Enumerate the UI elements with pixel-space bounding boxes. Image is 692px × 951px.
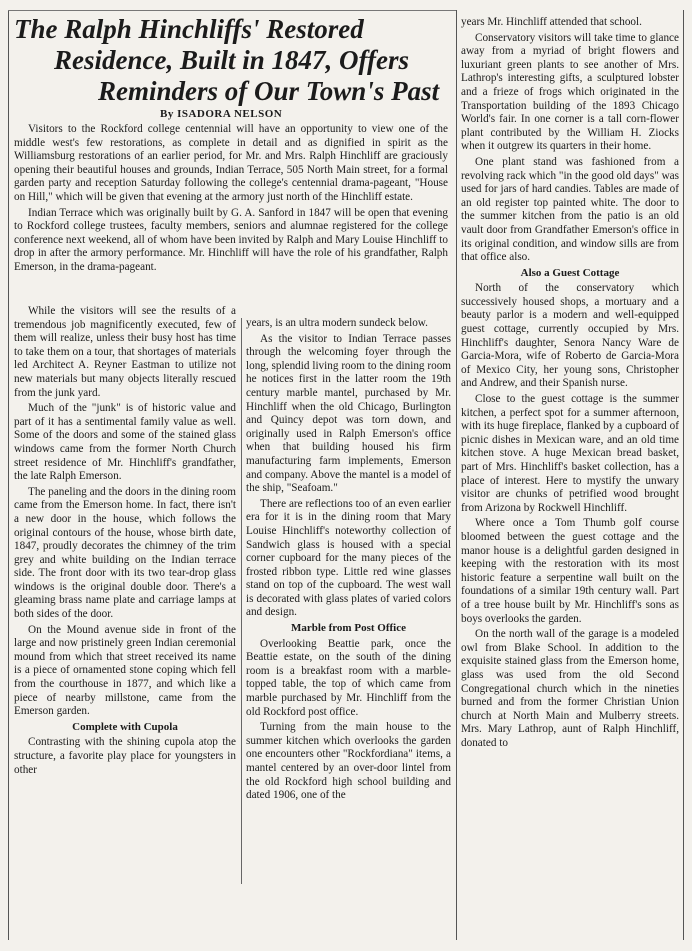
subheading-marble: Marble from Post Office <box>291 622 406 635</box>
column-rule-col1 <box>241 318 242 884</box>
headline <box>14 14 454 107</box>
column-paragraph: Turning from the main house to the summer kitchen which overlooks the garden one encounters other "Rockfordiana" items, a mantel centered by an over-door lintel from the old Rockford high school building and dated 1906, one of the <box>246 721 451 802</box>
lead-paragraph: Visitors to the Rockford college centennial will have an opportunity to view one of the middle west's few restorations, as complete in detail and as dignified in spirit as the Williamsburg restorations of an earlier period, for Mr. and Mrs. Ralph Hinchliff are graciously opening their beautiful houses and grounds, Indian Terrace, 505 North Main street, for a formal garden party and reception Saturday following the college's centennial drama-pageant, "House on Hill," which will be given that evening at the armory just north of the Hinchliff estate. <box>14 123 448 203</box>
column-paragraph: North of the conservatory which successively housed shops, a mortuary and a beauty parlor is a modern and well-equipped guest cottage, currently occupied by Mrs. Hinchliff's daughter, Senora Nancy Ware de Garcia-Mora, wife of Roberto de Garcia-Mora of Mexico City, her young sons, Christopher and Andrew, and their Spanish nurse. <box>461 282 679 390</box>
headline-rule <box>8 10 456 11</box>
column-rule-left <box>8 10 9 940</box>
column-paragraph: Contrasting with the shining cupola atop the structure, a favorite play place for youngsters in other <box>14 736 236 776</box>
column-paragraph: On the Mound avenue side in front of the large and now pristinely green Indian ceremonial mound from which that street received its name is a piece of ornamented stone coping which fell from the courthouse in 1877, and which like a piece of nearby millstone, came from the Emerson garden. <box>14 623 236 718</box>
column-paragraph: Close to the guest cottage is the summer kitchen, a perfect spot for a summer afternoon, with its huge fireplace, flanked by a cupboard of picnic dishes in Mexican ware, and an old time kitchen stove. A huge Mexican bread basket, part of Mrs. Hinchliff's basket collection, has a place of interest. Here to mystify the unwary visitor are chunks of petrified wood brought from Arizona by Rockwell Hinchliff. <box>461 393 679 514</box>
subheading-cupola: Complete with Cupola <box>72 720 178 733</box>
column-paragraph: There are reflections too of an even earlier era for it is in the dining room that Mary Louise Hinchliff's noteworthy collection of Sandwich glass is housed with a special corner cupboard for the many pieces of the frosted ribbon type. Little red wine glasses stand on top of the cupboard. The west wall is decorated with glass plates of varied colors and design. <box>246 497 451 619</box>
column-rule-right-edge <box>683 10 684 940</box>
column-paragraph: Much of the "junk" is of historic value and part of it has a sentimental family value as well. Some of the doors and some of the stained glass windows came from the former North Church street residence of Mr. Hinchliff's grandfather, the late Ralph Emerson. <box>14 402 236 483</box>
column-paragraph: Conservatory visitors will take time to glance away from a myriad of bright flowers and luxuriant green plants to see another of Mrs. Lathrop's interesting gifts, a sculptured lobster and a frieze of frogs which originated in the Transportation building of the 1893 Chicago World's fair. In one corner is a tall corn-flower plant contributed by the William H. Ziocks when it outgrew its quarters in their home. <box>461 31 679 153</box>
headline-line-2: Residence, Built in 1847, Offers <box>54 45 410 75</box>
column-3 <box>461 16 679 750</box>
lead-paragraph: Indian Terrace which was originally built by G. A. Sanford in 1847 will be open that evening to Rockford college trustees, faculty members, seniors and alumnae registered for the college conference next weekend, all of whom have been invited by Ralph and Mary Louise Hinchliff to drop in after the armory performance. Mr. Hinchliff will have the role of his grandfather, Ralph Emerson, in the drama-pageant. <box>14 206 448 273</box>
headline-line-1: The Ralph Hinchliffs' Restored <box>14 14 364 44</box>
column-paragraph: Where once a Tom Thumb golf course bloomed between the guest cottage and the manor house is a delightful garden designed in keeping with the restoration with its most historic feature a serpentine wall built on the foundations of a similar 19th century wall. Part of a tree house built by Mr. Hinchliff's sons as boys overlooks the garden. <box>461 517 679 625</box>
column-paragraph: Overlooking Beattie park, once the Beattie estate, on the south of the dining room is a breakfast room with a marble-topped table, the top of which came from marble purchased by Mr. Hinchliff from the old Rockford post office. <box>246 637 451 718</box>
subheading-guest-cottage: Also a Guest Cottage <box>520 266 620 279</box>
column-rule-right <box>456 10 457 940</box>
column-paragraph: The paneling and the doors in the dining room came from the Emerson home. In fact, there isn't a new door in the house, which follows the original contours of the house, whose birth date, 1847, proudly decorates the chimney of the trim grey and white building on the Indian terrace side. The front door with its two tear-drop glass windows is the original double door. There's a gleaming brass name plate and carriage lamps at both sides of the door. <box>14 485 236 621</box>
column-paragraph: As the visitor to Indian Terrace passes through the welcoming foyer through the long, splendid living room to the dining room he notices first in the latter room the 19th century marble mantel, purchased by Mr. Hinchliff when the old Chicago, Burlington and Quincy depot was torn down, and originally used in Ralph Emerson's office when that building housed his firm manufacturing farm implements, Emerson and company. Above the mantel is a model of the ship, "Seafoam." <box>246 332 451 495</box>
column-paragraph: While the visitors will see the results of a tremendous job magnificently executed, few of them will realize, unless their busy host has time to take them on a tour, that shortages of materials led Architect A. Reyner Eastman to utilize not new materials but many objects literally rescued from the junk yard. <box>14 305 236 399</box>
byline: By ISADORA NELSON <box>160 108 283 120</box>
column-paragraph: On the north wall of the garage is a modeled owl from Blake School. In addition to the exquisite stained glass from the Emerson home, glass was used from the old Second Congregational church which in the nineties burned and from the former Christian Union church at North Main and Mulberry streets. Mrs. Mary Lathrop, aunt of Ralph Hinchliff, donated to <box>461 628 679 749</box>
column-2 <box>246 317 451 803</box>
column-paragraph: years Mr. Hinchliff attended that school. <box>461 16 642 28</box>
headline-line-3: Reminders of Our Town's Past <box>98 76 440 106</box>
lead-paragraphs <box>14 123 448 275</box>
column-1 <box>14 305 236 777</box>
column-paragraph: One plant stand was fashioned from a revolving rack which "in the good old days" was used for jars of hard candies. Tables are made of an old register top painted white. The door to the summer kitchen from the patio is an old vault door from Grandfather Emerson's office in its original condition, and window sills are from that office also. <box>461 155 679 264</box>
column-paragraph: years, is an ultra modern sundeck below. <box>246 317 428 329</box>
